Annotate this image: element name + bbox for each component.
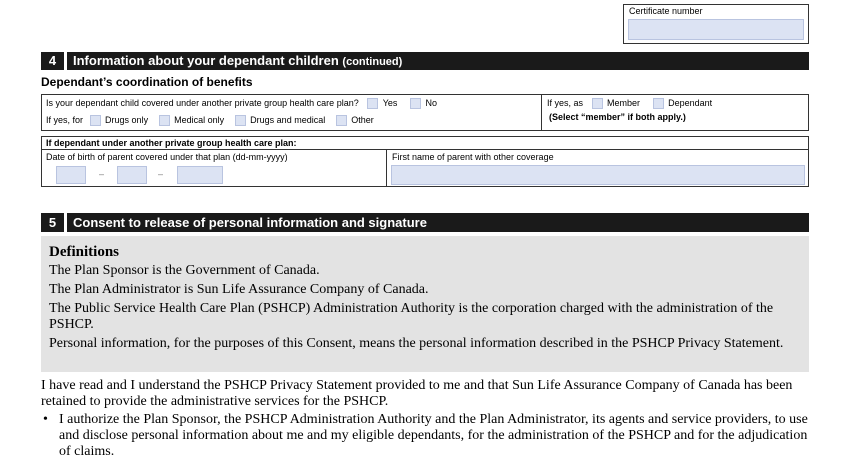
parent-first-name-label: First name of parent with other coverage bbox=[392, 152, 554, 162]
member-label: Member bbox=[607, 98, 641, 108]
dependant-label: Dependant bbox=[668, 98, 713, 108]
drugs-only-checkbox[interactable] bbox=[90, 115, 101, 126]
if-yes-for-label: If yes, for bbox=[46, 115, 84, 125]
parent-dob-label: Date of birth of parent covered under that plan (dd-mm-yyyy) bbox=[46, 152, 288, 162]
definitions-heading: Definitions bbox=[49, 244, 120, 260]
coverage-type-row bbox=[46, 115, 374, 126]
yes-label: Yes bbox=[382, 98, 398, 108]
parent-dob-day-input[interactable] bbox=[56, 166, 86, 184]
section-4-title: Information about your dependant children bbox=[73, 53, 339, 68]
parent-dob-year-input[interactable] bbox=[177, 166, 223, 184]
yes-checkbox[interactable] bbox=[367, 98, 378, 109]
medical-only-checkbox[interactable] bbox=[159, 115, 170, 126]
drugs-only-label: Drugs only bbox=[105, 115, 149, 125]
no-label: No bbox=[425, 98, 437, 108]
authorization-text: I authorize the Plan Sponsor, the PSHCP Administration Authority and the Plan Administrator, its agents and service providers, to use and disclose personal information about me and my eligible dependants, for the administration of the PSHCP and for the adjudication of claims. bbox=[59, 412, 808, 459]
coordination-divider bbox=[541, 94, 542, 131]
section-4-number: 4 bbox=[41, 52, 64, 70]
no-checkbox[interactable] bbox=[410, 98, 421, 109]
parent-info-col-divider bbox=[386, 149, 387, 187]
other-label: Other bbox=[351, 115, 374, 125]
other-checkbox[interactable] bbox=[336, 115, 347, 126]
section-5-title: Consent to release of personal information and signature bbox=[73, 215, 427, 230]
dob-separator-2: – bbox=[158, 169, 164, 179]
section-4-title-suffix: (continued) bbox=[342, 56, 403, 68]
authorization-bullet bbox=[43, 412, 813, 460]
dob-separator-1: – bbox=[99, 169, 105, 179]
section-4-header bbox=[67, 52, 809, 70]
coverage-as-row bbox=[547, 98, 712, 109]
definition-plan-sponsor: The Plan Sponsor is the Government of Canada. bbox=[49, 263, 320, 278]
drugs-medical-label: Drugs and medical bbox=[250, 115, 326, 125]
coordination-subheading: Dependant’s coordination of benefits bbox=[41, 75, 253, 89]
definitions-box bbox=[41, 236, 809, 372]
parent-info-row-divider bbox=[41, 149, 809, 150]
parent-first-name-input[interactable] bbox=[391, 165, 805, 185]
other-plan-question: Is your dependant child covered under another private group health care plan? Yes No bbox=[46, 98, 437, 108]
privacy-statement: I have read and I understand the PSHCP Privacy Statement provided to me and that Sun Life Assurance Company of Canada has been retained to provide the administrative services for the PSHCP. bbox=[41, 378, 793, 409]
parent-dob-month-input[interactable] bbox=[117, 166, 147, 184]
certificate-number-input[interactable] bbox=[628, 19, 804, 40]
drugs-medical-checkbox[interactable] bbox=[235, 115, 246, 126]
certificate-label: Certificate number bbox=[629, 6, 703, 16]
definition-administration-authority: The Public Service Health Care Plan (PSHCP) Administration Authority is the corporation charged with the administration of the PSHCP. bbox=[49, 301, 774, 332]
dependant-checkbox[interactable] bbox=[653, 98, 664, 109]
definition-personal-information: Personal information, for the purposes of this Consent, means the personal information described in the PSHCP Privacy Statement. bbox=[49, 336, 784, 351]
select-member-note: (Select “member” if both apply.) bbox=[549, 112, 686, 122]
if-yes-as-label: If yes, as bbox=[547, 98, 584, 108]
section-5-header bbox=[67, 213, 809, 232]
definition-plan-administrator: The Plan Administrator is Sun Life Assurance Company of Canada. bbox=[49, 282, 429, 297]
section-5-number: 5 bbox=[41, 213, 64, 232]
certificate-box bbox=[623, 4, 809, 44]
bullet-icon: • bbox=[43, 412, 48, 427]
under-plan-heading: If dependant under another private group health care plan: bbox=[46, 138, 297, 148]
member-checkbox[interactable] bbox=[592, 98, 603, 109]
medical-only-label: Medical only bbox=[174, 115, 225, 125]
